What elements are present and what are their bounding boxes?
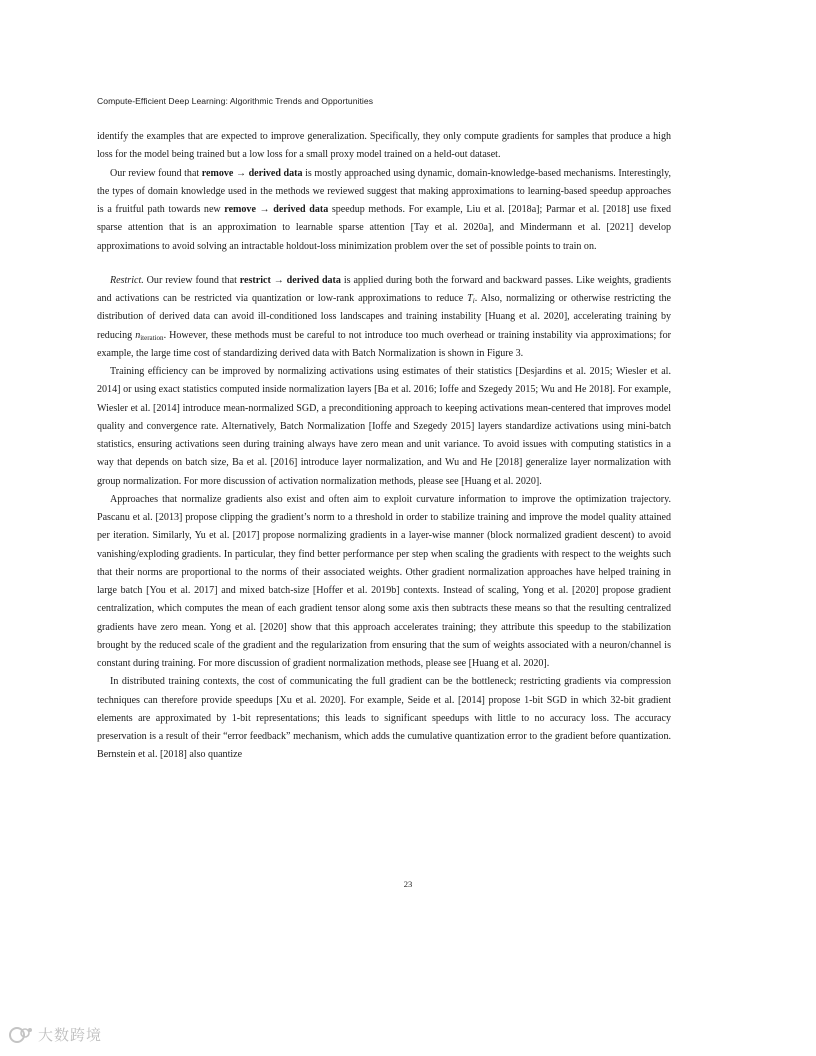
- math-base: T: [467, 293, 473, 304]
- text-run: Our review found that: [143, 274, 240, 286]
- math-symbol: [467, 293, 475, 304]
- bold-term: remove → derived data: [224, 204, 329, 215]
- math-subscript: i: [472, 297, 475, 305]
- text-run: Our review found that: [110, 167, 202, 179]
- section-gap: [97, 256, 671, 272]
- math-subscript: iteration: [140, 333, 164, 342]
- page-number: 23: [403, 879, 413, 889]
- bold-term: remove → derived data: [201, 167, 303, 179]
- run-in-heading: Restrict.: [110, 274, 144, 286]
- watermark-text: 大数跨境: [38, 1026, 103, 1044]
- text-run: is mostly approached using dynamic, domain-knowledge-based mechanisms. Interestingly, the types of domain knowledge used in the methods we reviewed suggest that making approximations to learning-based speedup approaches is a fruitful path towards new: [97, 167, 671, 215]
- bold-term: restrict → derived data: [239, 274, 341, 286]
- math-base: n: [135, 329, 141, 341]
- math-symbol: [135, 330, 163, 341]
- text-run: . Also, normalizing or otherwise restricting the distribution of derived data can avoid ill-conditioned loss landscapes and training instability [Huang et al. 2020], accelerating training by reducing: [97, 293, 671, 341]
- logo-icon: [8, 1025, 34, 1045]
- running-header: Compute-Efficient Deep Learning: Algorithmic Trends and Opportunities: [97, 96, 374, 106]
- paragraph-4: Training efficiency can be improved by normalizing activations using estimates of their statistics [Desjardins et al. 2015; Wiesler et al. 2014] or using exact statistics computed inside normalization layers [Ba et al. 2016; Ioffe and Szegedy 2015; Wu and He 2018]. For example, Wiesler et al. [2014] introduce mean-normalized SGD, a preconditioning approach to keeping activations mean-centered that improves model quality and convergence rate. Alternatively, Batch Normalization [Ioffe and Szegedy 2015] layers standardize activations using mini-batch statistics, ensuring activations seen during training always have zero mean and unit variance. To avoid issues with computing statistics in a way that depends on batch size, Ba et al. [2016] introduce layer normalization, and Wu and He [2018] generalize layer normalization with group normalization. For more discussion of activation normalization methods, please see [Huang et al. 2020].: [97, 366, 671, 487]
- body-text: [97, 128, 671, 765]
- paragraph-restrict: [97, 272, 671, 363]
- paragraph-1: identify the examples that are expected to improve generalization. Specifically, they only compute gradients for samples that produce a high loss for the model being trained but a low loss for a small proxy model trained on a held-out dataset.: [97, 131, 671, 161]
- text-run: speedup methods. For example, Liu et al. [2018a]; Parmar et al. [2018] use fixed sparse attention that is an approximation to learnable sparse attention [Tay et al. 2020a], and Mindermann et al. [2021] develop approximations to avoid solving an intractable holdout-loss minimization problem over the set of possible points to train on.: [97, 204, 671, 252]
- text-run: is applied during both the forward and backward passes. Like weights, gradients and activations can be restricted via quantization or low-rank approximations to reduce: [97, 274, 671, 304]
- paragraph-2: [97, 165, 671, 256]
- paragraph-6: In distributed training contexts, the cost of communicating the full gradient can be the bottleneck; restricting gradients via compression techniques can therefore provide speedups [Xu et al. 2020]. For example, Seide et al. [2014] propose 1-bit SGD in which 32-bit gradient elements are approximated by 1-bit representations; this leads to significant speedups with little to no accuracy loss. The accuracy preservation is a result of their “error feedback” mechanism, which adds the cumulative quantization error to the gradient before quantization. Bernstein et al. [2018] also quantize: [97, 676, 671, 761]
- watermark: [8, 1024, 102, 1045]
- paragraph-5: Approaches that normalize gradients also exist and often aim to exploit curvature information to improve the optimization trajectory. Pascanu et al. [2013] propose clipping the gradient’s norm to a threshold in order to stabilize training and improve the model quality attained per iteration. Similarly, Yu et al. [2017] propose normalizing gradients in a layer-wise manner (block normalized gradient descent) to avoid vanishing/exploding gradients. In particular, they find better performance per step when scaling the gradients with respect to the weights such that their norms are proportional to the norms of their associated weights. Other gradient normalization approaches have helped training in large batch [You et al. 2017] and mixed batch-size [Hoffer et al. 2019b] contexts. Instead of scaling, Yong et al. [2020] propose gradient centralization, which computes the mean of each gradient tensor along some axis then subtracts these means so that the resulting centralized gradients have zero mean. Yong et al. [2020] show that this approach accelerates training; they attribute this speedup to the stabilization brought by the reduced scale of the gradient and the regularization from ensuring that the sum of weights associated with a neuron/channel is constant during training. For more discussion of gradient normalization methods, please see [Huang et al. 2020].: [97, 493, 671, 669]
- text-run: . However, these methods must be careful to not introduce too much overhead or training instability via approximations; for example, the large time cost of standardizing derived data with Batch Normalization is shown in Figure 3.: [97, 329, 671, 359]
